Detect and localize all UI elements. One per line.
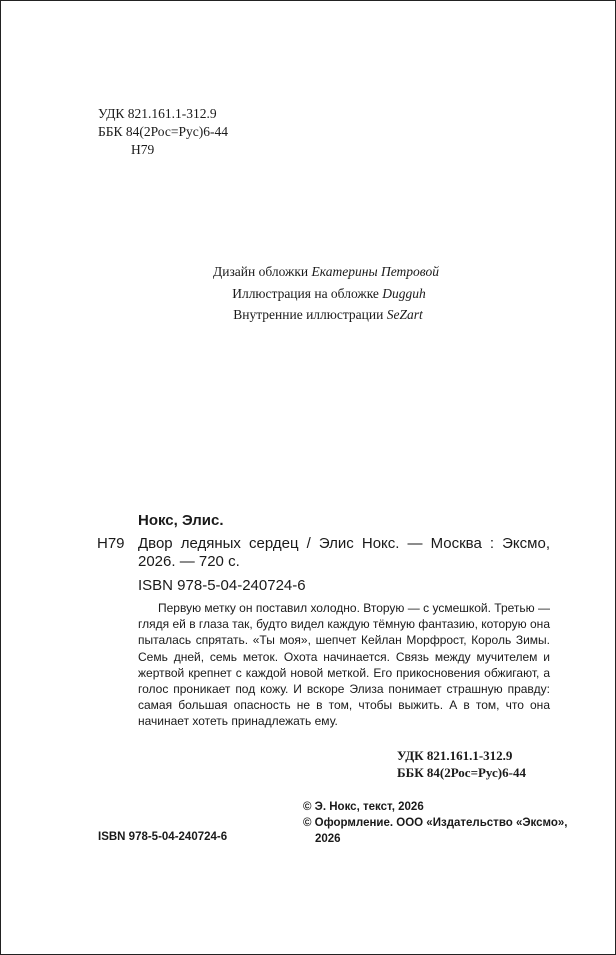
copyright-design-year: 2026	[315, 833, 341, 845]
book-annotation: Первую метку он поставил холодно. Вторую — с усмешкой. Третью — глядя ей в глаза так, будто видел каждую тёмную фантазию, которую она пыталась спрятать. «Ты моя», шепчет Кейлан Морфрост, Король Зимы. Семь дней, семь меток. Охота начинается. Связь между мучителем и жертвой крепнет с каждой новой меткой. Его прикосновения обжигают, а голос проникает под кожу. И вскоре Элиза понимает страшную правду: самая большая опасность не в том, чтобы выжить. А в том, что она начинает хотеть принадлежать ему.	[138, 601, 550, 729]
catalog-card-code: Н79	[97, 535, 125, 552]
catalog-card-author: Нокс, Элис.	[138, 512, 224, 529]
cover-illustrator-name: Dugguh	[382, 285, 426, 301]
catalog-card-description: Двор ледяных сердец / Элис Нокс. — Москва : Эксмо, 2026. — 720 с.	[138, 535, 550, 570]
cover-illustration-credit: Иллюстрация на обложке Dugguh	[232, 285, 426, 301]
isbn-bottom: ISBN 978-5-04-240724-6	[98, 831, 228, 843]
copyright-design: © Оформление. ООО «Издательство «Эксмо»,	[303, 817, 568, 829]
classification-block-bottom	[397, 747, 526, 781]
inner-illustrator-name: SeZart	[386, 307, 423, 322]
bbk-code-bold: ББК 84(2Рос=Рус)6-44	[397, 765, 526, 780]
bbk-code: ББК 84(2Рос=Рус)6-44	[98, 124, 228, 139]
copyright-block	[303, 799, 568, 847]
udk-code: УДК 821.161.1-312.9	[98, 106, 217, 121]
cover-design-credit: Дизайн обложки Екатерины Петровой	[213, 264, 439, 279]
classification-block-top	[98, 105, 228, 141]
catalog-card-isbn: ISBN 978-5-04-240724-6	[138, 577, 306, 594]
cover-designer-name: Екатерины Петровой	[311, 264, 439, 279]
author-mark-top: Н79	[131, 142, 155, 157]
udk-code-bold: УДК 821.161.1-312.9	[397, 748, 513, 763]
inner-illustrations-credit: Внутренние иллюстрации SeZart	[233, 307, 423, 322]
credits-block	[0, 261, 616, 326]
copyright-text: © Э. Нокс, текст, 2026	[303, 801, 424, 813]
